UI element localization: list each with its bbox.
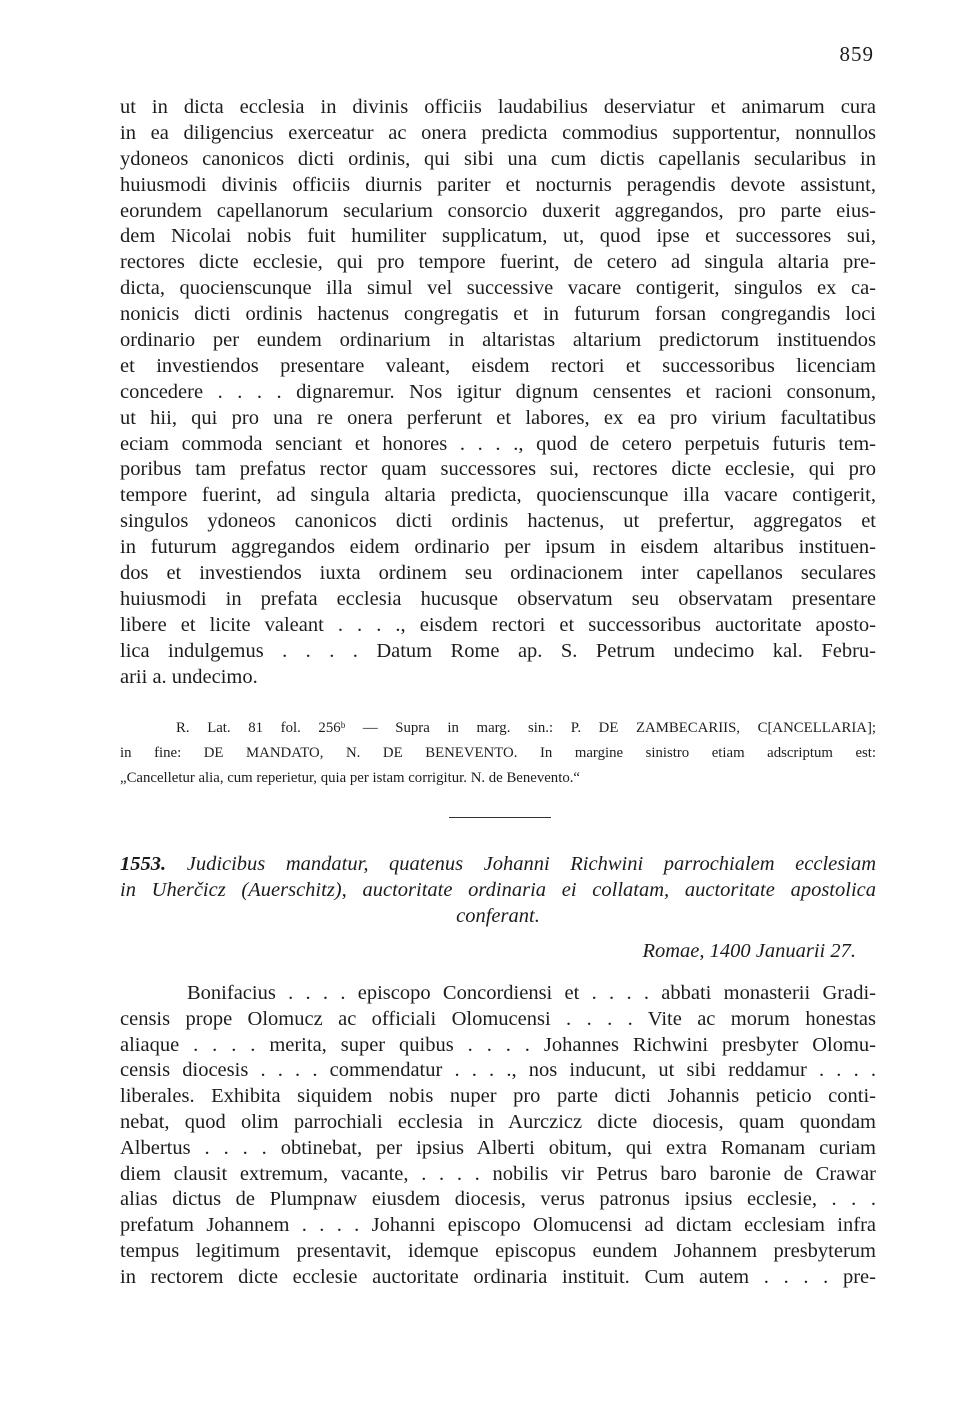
text-line: ut hii, qui pro una re onera perferunt et labores, ex ea pro virium facultatibus <box>120 406 876 429</box>
heading-line: conferant. <box>456 905 540 927</box>
text-line: ydoneos canonicos dicti ordinis, qui sibi una cum dictis capellanis secularibus in <box>120 147 876 170</box>
section-divider <box>449 817 551 818</box>
document-heading <box>120 851 876 929</box>
text-line: alias dictus de Plumpnaw eiusdem diocesis, verus patronus ipsius ecclesie, . . . <box>120 1188 876 1211</box>
text-line: et investiendos presentare valeant, eisdem rectori et successoribus licenciam <box>120 354 876 377</box>
text-line: rectores dicte ecclesie, qui pro tempore fuerint, de cetero ad singula altaria pre- <box>120 251 876 274</box>
text-line: Bonifacius . . . . episcopo Concordiensi et . . . . abbati monasterii Gradi- <box>187 982 876 1004</box>
text-line: eciam commoda senciant et honores . . . ., quod de cetero perpetuis futuris tem- <box>120 432 876 455</box>
heading-line <box>120 851 876 877</box>
text-line: libere et licite valeant . . . ., eisdem rectori et successoribus auctoritate aposto- <box>120 613 876 636</box>
note-line: „Cancelletur alia, cum reperietur, quia per istam corrigitur. N. de Benevento.“ <box>120 770 580 786</box>
text-line: censis prope Olomucz ac officiali Olomucensi . . . . Vite ac morum honestas <box>120 1007 876 1030</box>
heading-line: in Uherčicz (Auerschitz), auctoritate ordinaria ei collatam, auctoritate apostolica <box>120 879 876 901</box>
note-line: R. Lat. 81 fol. 256ᵇ — Supra in marg. sin.: P. DE ZAMBECARIIS, C[ANCELLARIA]; <box>176 720 876 736</box>
text-line: lica indulgemus . . . . Datum Rome ap. S. Petrum undecimo kal. Febru- <box>120 639 876 662</box>
text-line: ut in dicta ecclesia in divinis officiis laudabilius deserviatur et animarum cura <box>120 96 876 118</box>
dateline: Romae, 1400 Januarii 27. <box>642 940 856 962</box>
text-line: poribus tam prefatus rector quam successores sui, rectores dicte ecclesie, qui pro <box>120 458 876 481</box>
note-line: in fine: DE MANDATO, N. DE BENEVENTO. In margine sinistro etiam adscriptum est: <box>120 745 876 761</box>
source-note <box>120 716 876 791</box>
text-line: huiusmodi in prefata ecclesia hucusque observatum seu observatam presentare <box>120 587 876 610</box>
text-line: diem clausit extremum, vacante, . . . . nobilis vir Petrus baro baronie de Crawar <box>120 1162 876 1185</box>
text-line: nebat, quod olim parrochiali ecclesia in Aurczicz dicte diocesis, quam quondam <box>120 1110 876 1133</box>
text-line: in rectorem dicte ecclesie auctoritate ordinaria instituit. Cum autem . . . . pre- <box>120 1265 876 1288</box>
text-line: dicta, quocienscunque illa simul vel successive vacare contigerit, singulos ex ca- <box>120 277 876 300</box>
text-line: eorundem capellanorum secularium consorcio duxerit aggregandos, pro parte eius- <box>120 199 876 222</box>
text-line: singulos ydoneos canonicos dicti ordinis hactenus, ut prefertur, aggregatos et <box>120 510 876 533</box>
text-line: dem Nicolai nobis fuit humiliter supplicatum, ut, quod ipse et successores sui, <box>120 225 876 248</box>
text-line: prefatum Johannem . . . . Johanni episcopo Olomucensi ad dictam ecclesiam infra <box>120 1214 876 1237</box>
body-text-block <box>120 981 876 1291</box>
text-line: tempus legitimum presentavit, idemque episcopus eundem Johannem presbyterum <box>120 1239 876 1262</box>
text-line: tempore fuerint, ad singula altaria predicta, quocienscunque illa vacare contigerit, <box>120 484 876 507</box>
heading-text: Judicibus mandatur, quatenus Johanni Richwini parrochialem ecclesiam <box>186 853 876 875</box>
text-line: in futurum aggregandos eidem ordinario per ipsum in eisdem altaribus instituen- <box>120 536 876 559</box>
document-number: 1553. <box>120 853 167 875</box>
main-text-block <box>120 95 876 690</box>
text-line: concedere . . . . dignaremur. Nos igitur dignum censentes et racioni consonum, <box>120 380 876 403</box>
text-line: aliaque . . . . merita, super quibus . . . . Johannes Richwini presbyter Olomu- <box>120 1033 876 1056</box>
text-line: ordinario per eundem ordinarium in altaristas altarium predictorum instituendos <box>120 329 876 352</box>
text-line: censis diocesis . . . . commendatur . . . ., nos inducunt, ut sibi reddamur . . . . <box>120 1059 876 1082</box>
text-line: dos et investiendos iuxta ordinem seu ordinacionem inter capellanos seculares <box>120 562 876 585</box>
text-line: liberales. Exhibita siquidem nobis nuper pro parte dicti Johannis peticio conti- <box>120 1085 876 1108</box>
text-line: Albertus . . . . obtinebat, per ipsius Alberti obitum, qui extra Romanam curiam <box>120 1136 876 1159</box>
text-line: in ea diligencius exerceatur ac onera predicta commodius supportentur, nonnullos <box>120 121 876 144</box>
text-line: huiusmodi divinis officiis diurnis pariter et nocturnis peragendis devote assistunt, <box>120 173 876 196</box>
page-number: 859 <box>839 42 874 66</box>
text-line: arii a. undecimo. <box>120 665 258 688</box>
text-line: nonicis dicti ordinis hactenus congregatis et in futurum forsan congregandis loci <box>120 303 876 326</box>
